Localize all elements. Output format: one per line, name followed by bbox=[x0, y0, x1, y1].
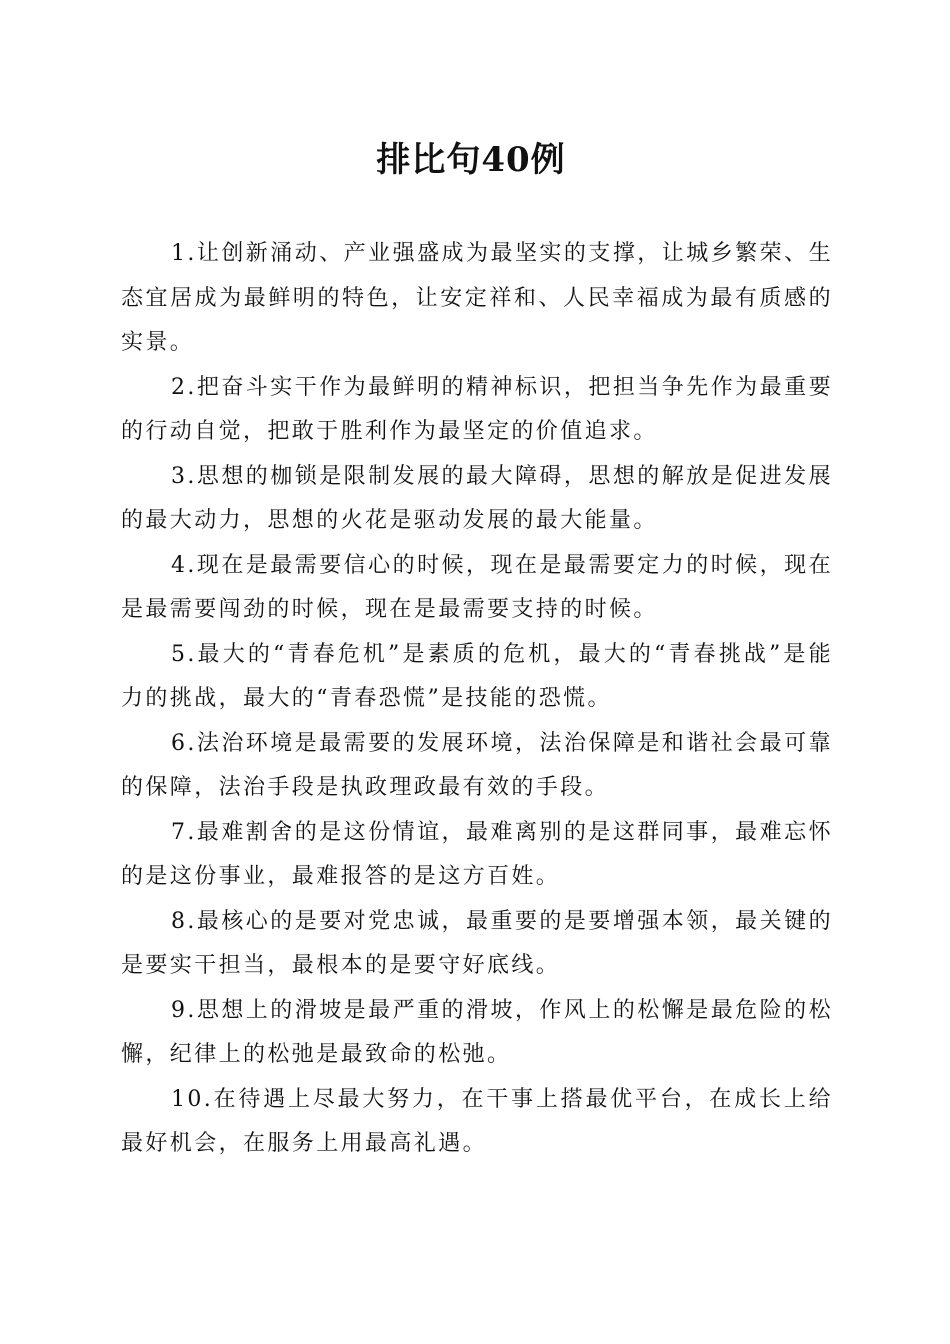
paragraph-6: 6.法治环境是最需要的发展环境，法治保障是和谐社会最可靠的保障，法治手段是执政理政最有效的手段。 bbox=[121, 730, 833, 800]
paragraph-10: 10.在待遇上尽最大努力，在干事上搭最优平台，在成长上给最好机会，在服务上用最高礼遇。 bbox=[121, 1086, 833, 1156]
paragraph-2: 2.把奋斗实干作为最鲜明的精神标识，把担当争先作为最重要的行动自觉，把敢于胜利作为最坚定的价值追求。 bbox=[121, 374, 833, 444]
paragraph-1: 1.让创新涌动、产业强盛成为最坚实的支撑，让城乡繁荣、生态宜居成为最鲜明的特色，让安定祥和、人民幸福成为最有质感的实景。 bbox=[121, 241, 833, 355]
document-body bbox=[121, 232, 833, 1167]
document-title: 排比句40例 bbox=[376, 140, 566, 180]
paragraph-7: 7.最难割舍的是这份情谊，最难离别的是这群同事，最难忘怀的是这份事业，最难报答的是这方百姓。 bbox=[121, 819, 833, 889]
paragraph-8: 8.最核心的是要对党忠诚，最重要的是要增强本领，最关键的是要实干担当，最根本的是要守好底线。 bbox=[121, 908, 833, 978]
paragraph-9: 9.思想上的滑坡是最严重的滑坡，作风上的松懈是最危险的松懈，纪律上的松弛是最致命的松弛。 bbox=[121, 997, 833, 1067]
paragraph-3: 3.思想的枷锁是限制发展的最大障碍，思想的解放是促进发展的最大动力，思想的火花是驱动发展的最大能量。 bbox=[121, 463, 833, 533]
paragraph-4: 4.现在是最需要信心的时候，现在是最需要定力的时候，现在是最需要闯劲的时候，现在是最需要支持的时候。 bbox=[121, 552, 833, 622]
paragraph-5: 5.最大的“青春危机”是素质的危机，最大的“青春挑战”是能力的挑战，最大的“青春恐慌”是技能的恐慌。 bbox=[121, 641, 833, 711]
